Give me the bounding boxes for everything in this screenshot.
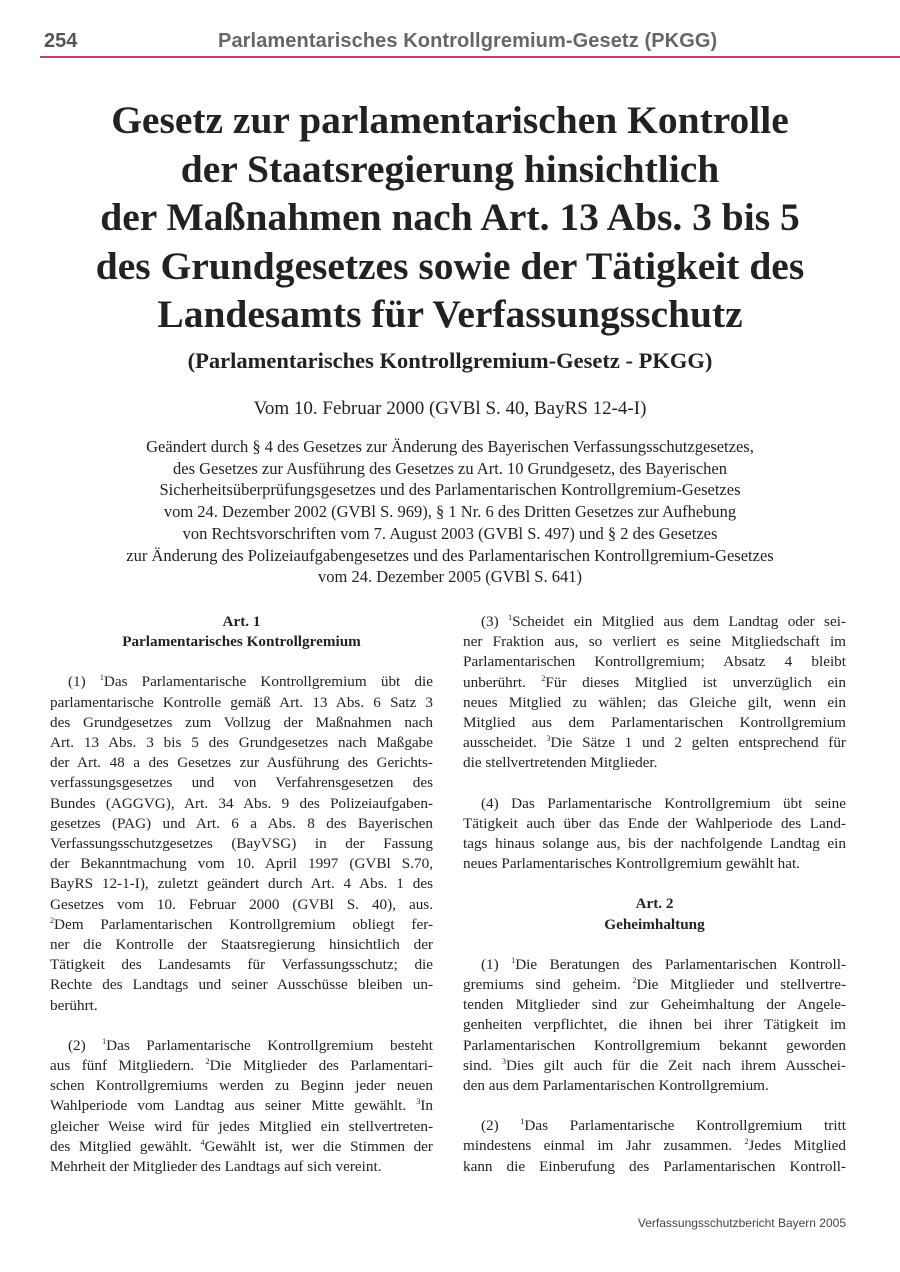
article-heading: Geheimhaltung [604,915,705,933]
text-line: Parlamentarischen Kontrollgremium bekannt geworden [463,1036,846,1054]
running-title: Parlamentarisches Kontrollgremium-Gesetz (PKGG) [218,30,718,52]
law-title-line: Gesetz zur parlamentarischen Kontrolle [111,98,789,142]
paragraph [463,794,846,875]
law-title-line: der Staatsregierung hinsichtlich [180,146,720,191]
law-title-line: der Maßnahmen nach Art. 13 Abs. 3 bis 5 [100,195,800,239]
text-line: tenden Mitglieder sind zur Geheimhaltung der Angele- [463,996,846,1014]
article-heading: Parlamentarisches Kontrollgremium [122,633,361,651]
text-line: schen Kontrollgremiums werden zu Beginn jeder neuen [50,1077,433,1095]
amendment-note [20,436,880,588]
paragraph [463,1116,846,1177]
page-header [0,0,900,60]
law-title-line: des Grundgesetzes sowie der Tätigkeit des [95,243,805,288]
text-line: den aus dem Parlamentarischen Kontrollgremium. [463,1077,769,1095]
left-column [50,612,433,1177]
article-number: Art. 1 [222,613,261,630]
amendment-line: zur Änderung des Polizeiaufgabengesetzes und des Parlamentarischen Kontrollgremium-Gesetzes [126,545,774,565]
text-line: (1) $^1$Die Beratungen des Parlamentarischen Kontroll- [481,955,847,973]
amendment-line: Sicherheitsüberprüfungsgesetzes und des Parlamentarischen Kontrollgremium-Gesetzes [159,480,741,500]
text-line: berührt. [50,996,98,1014]
page-footer: Verfassungsschutzbericht Bayern 2005 [637,1216,846,1230]
text-line: parlamentarische Kontrolle gemäß Art. 13 Abs. 6 Satz 3 [50,693,433,711]
date-line: Vom 10. Februar 2000 (GVBl S. 40, BayRS 12-4-I) [253,398,647,419]
text-line: Rechte des Landtags und seiner Ausschüsse bleiben un- [50,976,433,994]
text-line: aus fünf Mitgliedern. $^2$Die Mitglieder des Parlamentari- [50,1057,433,1075]
paragraph [463,612,846,774]
text-line: gleicher Weise wird für jedes Mitglied ein stellvertreten- [50,1117,433,1135]
text-line: der Bekanntmachung vom 10. April 1997 (GVBl S.70, [50,855,433,873]
text-line: Mitglied aus dem Parlamentarischen Kontrollgremium [463,714,846,732]
text-line: Mehrheit der Mitglieder des Landtags auf sich vereint. [50,1158,382,1176]
amendment-line: des Gesetzes zur Ausführung des Gesetzes zu Art. 10 Grundgesetz, des Bayerischen [173,458,727,478]
text-line: gesetzes (PAG) und Art. 6 a Abs. 8 des Bayerischen [50,814,433,832]
text-line: Wahlperiode vom Landtag aus seiner Mitte gewählt. $^3$In [50,1097,433,1115]
amendment-line: von Rechtsvorschriften vom 7. August 2003 (GVBl S. 497) und § 2 des Gesetzes [182,523,718,543]
text-line: Bundes (AGGVG), Art. 34 Abs. 9 des Polizeiaufgaben- [50,794,433,812]
text-line: Gesetzes vom 10. Februar 2000 (GVBl S. 40), aus. [50,895,433,913]
text-line: (4) Das Parlamentarische Kontrollgremium übt seine [481,794,846,812]
paragraph [50,1036,433,1177]
text-line: neues Parlamentarisches Kontrollgremium gewählt hat. [463,855,800,873]
text-line: der Art. 48 a des Gesetzes zur Ausführung des Gerichts- [50,754,433,772]
text-line: Tätigkeit des Landesamts für Verfassungsschutz; die [50,956,433,974]
text-line: BayRS 12-1-I), zuletzt geändert durch Art. 4 Abs. 1 des [50,875,433,893]
text-line: unberührt. $^2$Für dieses Mitglied ist unverzüglich ein [463,673,846,691]
text-line: (3) $^1$Scheidet ein Mitglied aus dem Landtag oder sei- [481,613,846,630]
text-line: ner die Kontrolle der Staatsregierung hinsichtlich der [50,936,433,954]
text-line: genheiten verpflichtet, die ihnen bei ihrer Tätigkeit im [463,1016,846,1034]
text-line: neues Mitglied zu wählen; das Gleiche gilt, wenn ein [463,693,846,711]
text-line: Art. 13 Abs. 3 bis 5 des Grundgesetzes nach Maßgabe [50,734,433,752]
text-line: Tätigkeit auch über das Ende der Wahlperiode des Land- [463,814,846,832]
text-line: kann die Einberufung des Parlamentarischen Kontroll- [463,1157,846,1175]
text-line: Parlamentarischen Kontrollgremium; Absatz 4 bleibt [463,653,846,671]
short-title: (Parlamentarisches Kontrollgremium-Gesetz - PKGG) [187,348,713,373]
paragraph [463,955,846,1096]
text-line: verfassungsgesetzes und von Verfahrensgesetzen des [50,774,433,792]
text-line: des Mitglied gewählt. $^4$Gewählt ist, wer die Stimmen der [50,1137,433,1155]
law-title-line: Landesamts für Verfassungsschutz [157,292,743,336]
text-line: (2) $^1$Das Parlamentarische Kontrollgremium tritt [481,1117,846,1135]
text-line: des Grundgesetzes zum Vollzug der Maßnahmen nach [50,713,433,731]
text-line: tags hinaus solange aus, bis der nachfolgende Landtag ein [463,835,846,853]
law-title [30,96,870,339]
text-line: (2) $^1$Das Parlamentarische Kontrollgremium besteht [68,1036,433,1054]
amendment-line: vom 24. Dezember 2002 (GVBl S. 969), § 1 Nr. 6 des Dritten Gesetzes zur Aufhebung [163,502,737,522]
text-line: gremiums sind geheim. $^2$Die Mitglieder und stellvertre- [463,976,846,994]
text-line: ausscheidet. $^3$Die Sätze 1 und 2 gelten entsprechend für [463,734,846,752]
amendment-line: Geändert durch § 4 des Gesetzes zur Änderung des Bayerischen Verfassungsschutzgesetzes, [146,437,754,456]
text-line: die stellvertretenden Mitglieder. [463,754,658,772]
right-column [463,612,846,1177]
article-number: Art. 2 [635,895,674,913]
text-line: (1) $^1$Das Parlamentarische Kontrollgremium übt die [68,673,433,691]
paragraph [50,672,433,1015]
text-line: Verfassungsschutzgesetzes (BayVSG) in der Fassung [50,835,433,853]
amendment-line: vom 24. Dezember 2005 (GVBl S. 641) [318,567,582,587]
text-line: ner Fraktion aus, so verliert es seine Mitgliedschaft im [463,633,846,651]
text-line: sind. $^3$Dies gilt auch für die Zeit nach ihrem Ausschei- [463,1056,846,1074]
text-line: $^2$Dem Parlamentarischen Kontrollgremium obliegt fer- [50,915,433,933]
text-line: mindestens einmal im Jahr zusammen. $^2$Jedes Mitglied [463,1137,846,1155]
page-number: 254 [44,30,78,52]
header-rule [40,56,900,58]
